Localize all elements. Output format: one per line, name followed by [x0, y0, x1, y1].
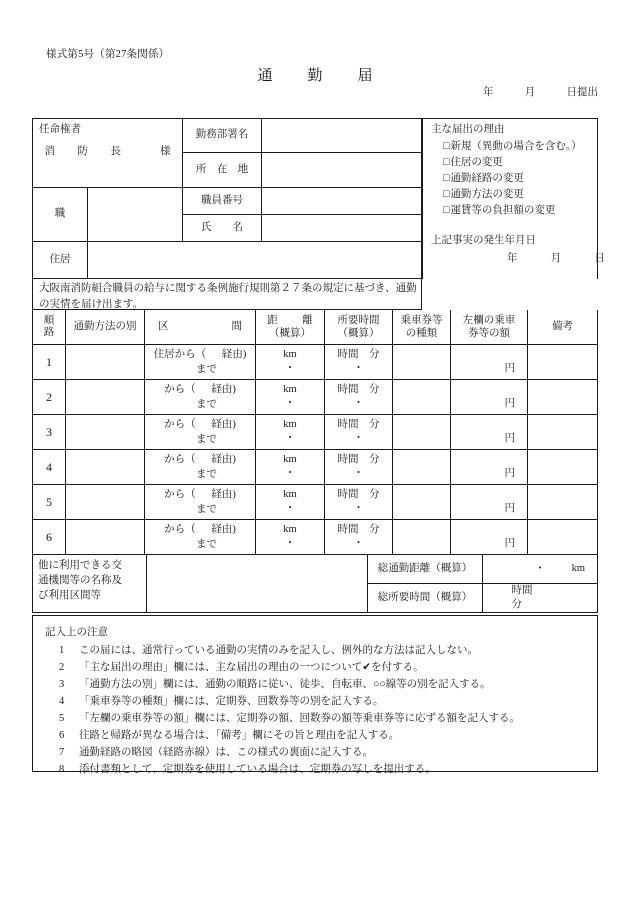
route-time-cell[interactable] [325, 450, 393, 485]
checkbox-icon[interactable]: □ [443, 172, 450, 184]
route-section-to: まで [196, 398, 217, 410]
route-time-cell[interactable] [325, 345, 393, 380]
route-remarks-cell[interactable] [528, 485, 598, 520]
route-section-from: から（ 経由) [164, 489, 236, 500]
occurrence-day: 日 [594, 252, 605, 264]
route-time-dot: ・ [353, 502, 364, 515]
reasons-list [443, 139, 593, 219]
route-time-dot: ・ [353, 362, 364, 375]
route-distance-unit: km [283, 524, 297, 535]
note-item: 添付書類として、定期券を使用している場合は、定期券の写しを提出する。 [79, 764, 436, 775]
total-time-units: 時間 分 [511, 584, 575, 610]
route-time-unit: 時間 分 [337, 454, 380, 465]
other-transport-label [32, 555, 147, 613]
page-title: 通 勤 届 [257, 68, 383, 84]
department-value[interactable] [262, 118, 422, 153]
total-distance-dot: ・ [534, 562, 546, 575]
route-time-unit: 時間 分 [337, 524, 380, 535]
route-row-number: 4 [46, 459, 52, 474]
route-row-number: 2 [46, 389, 52, 404]
route-amount-unit: 円 [504, 397, 515, 409]
reason-label: 住居の変更 [450, 156, 503, 168]
col-header-distance-line2: （概算） [269, 328, 311, 339]
employee-name-value[interactable] [262, 215, 422, 242]
route-row-number: 1 [46, 354, 52, 369]
route-amount-unit: 円 [504, 432, 515, 444]
route-row-index [32, 415, 66, 450]
employee-name-label: 氏 名 [183, 215, 262, 242]
occurrence-date[interactable] [431, 251, 605, 267]
col-header-distance [256, 310, 325, 345]
route-time-unit: 時間 分 [337, 419, 380, 430]
route-time-cell[interactable] [325, 380, 393, 415]
route-distance-dot: ・ [284, 362, 296, 375]
route-amount-unit: 円 [504, 467, 515, 479]
route-amount-cell[interactable] [451, 415, 528, 450]
other-transport-label-line3: び利用区間等 [38, 589, 101, 601]
route-time-dot: ・ [353, 537, 364, 550]
checkbox-icon[interactable]: □ [443, 188, 450, 200]
route-amount-cell[interactable] [451, 485, 528, 520]
reasons-title: 主な届出の理由 [431, 124, 505, 135]
col-header-time-line1: 所要時間 [337, 314, 380, 326]
occurrence-month: 月 [550, 252, 562, 264]
route-distance-dot: ・ [284, 467, 296, 480]
route-section-from: 住居から（ 経由) [153, 349, 247, 360]
note-item: 「通勤方法の別」欄には、通勤の順路に従い、徒歩、自転車、○○線等の別を記入する。 [79, 679, 491, 690]
route-distance-dot: ・ [284, 502, 296, 515]
route-amount-cell[interactable] [451, 345, 528, 380]
route-distance-dot: ・ [284, 537, 296, 550]
address-value[interactable] [262, 153, 422, 188]
route-ticket-type-cell[interactable] [393, 520, 451, 555]
route-amount-cell[interactable] [451, 450, 528, 485]
other-transport-label-line1: 他に利用できる交 [38, 560, 122, 571]
note-item: 通勤経路の略図（経路赤線）は、この様式の裏面に記入する。 [79, 747, 373, 758]
route-distance-unit: km [283, 454, 297, 465]
route-remarks-cell[interactable] [528, 450, 598, 485]
route-distance-cell[interactable] [256, 415, 325, 450]
appointer-label: 任命権者 [39, 124, 81, 135]
col-header-order-line2: 路 [43, 327, 55, 338]
route-ticket-type-cell[interactable] [393, 485, 451, 520]
col-header-order-line1: 順 [43, 315, 55, 327]
route-time-dot: ・ [353, 467, 364, 480]
total-distance-label: 総通勤距離（概算） [368, 555, 483, 584]
route-distance-cell[interactable] [256, 485, 325, 520]
reason-option-residence-change[interactable] [443, 155, 593, 171]
note-item: 往路と帰路が異なる場合は、「備考」欄にその旨と理由を記入する。 [79, 730, 400, 741]
route-section-cell[interactable] [145, 450, 256, 485]
checkbox-icon[interactable]: □ [443, 156, 450, 168]
route-section-to: まで [196, 538, 217, 550]
col-header-ticket-amount-line1: 左欄の乗車 [462, 314, 516, 326]
route-amount-cell[interactable] [451, 380, 528, 415]
position-label: 職 [32, 188, 88, 242]
col-header-time [325, 310, 393, 345]
route-row-index [32, 520, 66, 555]
col-header-time-line2: （概算） [337, 328, 380, 339]
occurrence-label: 上記事実の発生年月日 [431, 234, 536, 246]
submit-month: 月 [524, 87, 536, 98]
reason-option-route-change[interactable] [443, 171, 593, 187]
route-time-cell[interactable] [325, 520, 393, 555]
route-section-from: から（ 経由) [164, 384, 236, 395]
note-item: この届には、通常行っている通勤の実情のみを記入し、例外的な方法は記入しない。 [79, 645, 478, 656]
employee-number-value[interactable] [262, 188, 422, 215]
total-distance-value[interactable] [483, 555, 598, 584]
col-header-distance-line1: 距 離 [267, 314, 320, 326]
employee-number-label: 職員番号 [183, 188, 262, 215]
appointer-box [32, 118, 183, 188]
route-section-to: まで [196, 363, 217, 375]
total-distance-unit: km [571, 562, 585, 574]
route-ticket-type-cell[interactable] [393, 380, 451, 415]
total-time-value[interactable] [483, 584, 598, 613]
residence-label: 住居 [32, 242, 88, 279]
route-ticket-type-cell[interactable] [393, 345, 451, 380]
declaration-statement [32, 279, 422, 310]
col-header-ticket-type-line1: 乗車券等 [400, 314, 443, 326]
route-section-to: まで [196, 468, 217, 480]
reason-label: 新規（異動の場合を含む。） [450, 140, 582, 152]
col-header-section: 区 間 [145, 310, 256, 345]
route-time-cell[interactable] [325, 415, 393, 450]
route-row-number: 3 [46, 424, 52, 439]
route-section-cell[interactable] [145, 415, 256, 450]
submit-year: 年 [483, 87, 494, 98]
route-method-cell[interactable] [66, 520, 145, 555]
route-amount-cell[interactable] [451, 520, 528, 555]
submit-day: 日提出 [566, 87, 598, 98]
col-header-remarks: 備考 [528, 310, 598, 345]
appointer-name: 消 防 長 様 [44, 146, 177, 157]
route-section-cell[interactable] [145, 520, 256, 555]
route-section-cell[interactable] [145, 380, 256, 415]
route-remarks-cell[interactable] [528, 415, 598, 450]
route-amount-unit: 円 [504, 362, 515, 374]
route-ticket-type-cell[interactable] [393, 450, 451, 485]
route-time-dot: ・ [353, 397, 364, 410]
route-section-from: から（ 経由) [164, 454, 236, 465]
route-section-from: から（ 経由) [164, 419, 236, 430]
route-method-cell[interactable] [66, 450, 145, 485]
route-section-cell[interactable] [145, 485, 256, 520]
position-value[interactable] [88, 188, 183, 242]
department-label: 勤務部署名 [183, 118, 262, 153]
reason-label: 通勤方法の変更 [450, 188, 524, 200]
route-distance-dot: ・ [284, 397, 296, 410]
reason-label: 運賃等の負担額の変更 [450, 204, 556, 216]
route-method-cell[interactable] [66, 485, 145, 520]
route-row-number: 6 [46, 529, 52, 544]
note-item: 「左欄の乗車券等の額」欄には、定期券の額、回数券の額等乗車券等に応ずる額を記入する。 [79, 713, 520, 724]
notes-box [32, 615, 598, 775]
route-row-number: 5 [46, 494, 52, 509]
address-label: 所 在 地 [183, 153, 262, 188]
route-time-dot: ・ [353, 432, 364, 445]
route-distance-cell[interactable] [256, 380, 325, 415]
col-header-ticket-amount-line2: 券等の額 [468, 328, 510, 339]
route-amount-unit: 円 [504, 537, 515, 549]
col-header-method: 通勤方法の別 [66, 310, 145, 345]
route-time-unit: 時間 分 [337, 384, 380, 395]
route-distance-dot: ・ [284, 432, 296, 445]
occurrence-year: 年 [507, 252, 518, 264]
route-remarks-cell[interactable] [528, 345, 598, 380]
route-distance-cell[interactable] [256, 450, 325, 485]
route-distance-unit: km [283, 384, 297, 395]
notes-list [45, 642, 591, 778]
route-time-cell[interactable] [325, 485, 393, 520]
reason-option-method-change[interactable] [443, 187, 593, 203]
residence-value[interactable] [88, 242, 422, 279]
col-header-ticket-type-line2: の種類 [405, 328, 438, 339]
route-section-from: から（ 経由) [164, 524, 236, 535]
route-row-index [32, 450, 66, 485]
route-section-to: まで [196, 503, 217, 515]
other-transport-label-line2: 通機関等の名称及 [38, 574, 122, 586]
col-header-order [32, 310, 66, 345]
route-amount-unit: 円 [504, 502, 515, 514]
route-distance-unit: km [283, 349, 297, 360]
route-time-unit: 時間 分 [337, 489, 380, 500]
route-remarks-cell[interactable] [528, 380, 598, 415]
reason-option-fare-change[interactable] [443, 203, 593, 219]
total-time-label: 総所要時間（概算） [368, 584, 483, 613]
route-method-cell[interactable] [66, 415, 145, 450]
reason-option-new[interactable] [443, 139, 593, 155]
route-section-to: まで [196, 433, 217, 445]
route-section-cell[interactable] [145, 345, 256, 380]
route-method-cell[interactable] [66, 345, 145, 380]
note-item: 「乗車券等の種類」欄には、定期券、回数券等の別を記入する。 [79, 696, 384, 707]
checkbox-icon[interactable]: □ [443, 140, 450, 152]
notes-title: 記入上の注意 [45, 627, 108, 638]
form-number: 様式第5号（第27条関係） [46, 49, 170, 60]
route-row-index [32, 380, 66, 415]
route-row-index [32, 345, 66, 380]
other-transport-value[interactable] [147, 555, 368, 613]
route-distance-cell[interactable] [256, 520, 325, 555]
declaration-text: 大阪南消防組合職員の給与に関する条例施行規則第２７条の規定に基づき、通勤の実情を届け出ます。 [39, 283, 417, 310]
route-row-index [32, 485, 66, 520]
col-header-ticket-type [393, 310, 451, 345]
route-remarks-cell[interactable] [528, 520, 598, 555]
reason-label: 通勤経路の変更 [450, 172, 524, 184]
route-distance-unit: km [283, 489, 297, 500]
submission-date [483, 84, 598, 99]
route-distance-unit: km [283, 419, 297, 430]
note-item: 「主な届出の理由」欄には、主な届出の理由の一つについて✔を付する。 [79, 662, 424, 673]
route-time-unit: 時間 分 [337, 349, 380, 360]
route-distance-cell[interactable] [256, 345, 325, 380]
route-ticket-type-cell[interactable] [393, 415, 451, 450]
reasons-panel [422, 118, 605, 279]
checkbox-icon[interactable]: □ [443, 204, 450, 216]
route-method-cell[interactable] [66, 380, 145, 415]
col-header-ticket-amount [451, 310, 528, 345]
